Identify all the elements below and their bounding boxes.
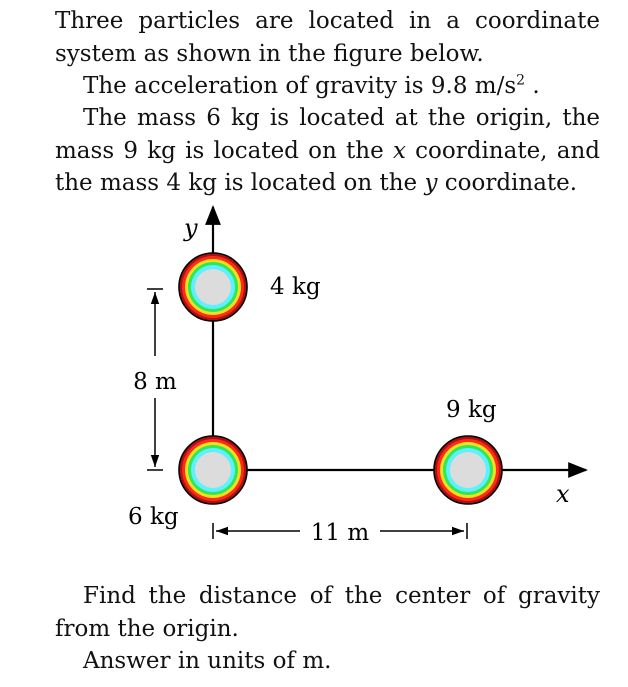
- gravity-statement: The acceleration of gravity is 9.8 $m/s^2$ .: [83, 72, 540, 99]
- horizontal-dimension-label: 11 m: [310, 520, 370, 546]
- mass-label-6kg: 6 kg: [128, 504, 179, 530]
- gravity-exponent: 2: [516, 72, 526, 89]
- intro-text: Three particles are located in a coordinate system as shown in the figure below.: [55, 8, 600, 67]
- gravity-unit: m/s: [474, 73, 517, 99]
- answer-unit: m.: [302, 648, 332, 674]
- particle-core: [450, 452, 486, 488]
- particle-6kg: [179, 436, 247, 504]
- particle-core: [195, 452, 231, 488]
- x-variable: x: [392, 137, 406, 164]
- question-text: Find the distance of the center of gravity from the origin.: [55, 583, 600, 642]
- question: [55, 580, 600, 645]
- answer-units: Answer in units of m.: [83, 648, 332, 674]
- mass-locations: The mass 6 kg is located at the origin, the mass 9 kg is located on the x coordinate, and the mass 4 kg is located on the y coordinate.: [55, 105, 600, 196]
- particle-4kg: [179, 253, 247, 321]
- vertical-dimension-label: 8 m: [133, 369, 177, 395]
- particle-core: [195, 269, 231, 305]
- x-axis-label: x: [556, 480, 570, 508]
- mass-label-9kg: 9 kg: [446, 397, 497, 423]
- y-axis-label: y: [184, 214, 198, 242]
- particle-9kg: [434, 436, 502, 504]
- gravity-value: 9.8: [430, 73, 468, 99]
- mass-label-4kg: 4 kg: [270, 274, 321, 300]
- y-variable: y: [424, 170, 438, 196]
